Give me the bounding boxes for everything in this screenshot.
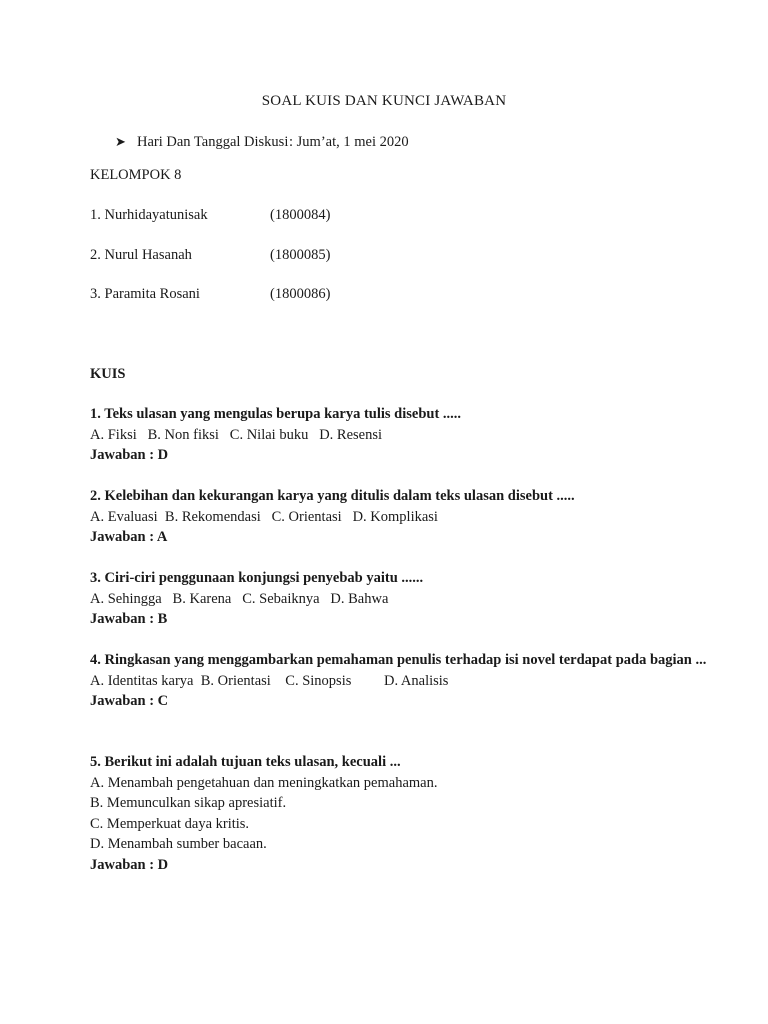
member-name: 2. Nurul Hasanah: [90, 247, 192, 263]
group-name: KELOMPOK 8: [90, 167, 182, 183]
answer-key: Jawaban : C: [90, 693, 169, 709]
member-name: 3. Paramita Rosani: [90, 286, 200, 302]
answer-key: Jawaban : B: [90, 611, 168, 627]
question-text: 1. Teks ulasan yang mengulas berupa karya tulis disebut .....: [90, 406, 462, 422]
question-text: 5. Berikut ini adalah tujuan teks ulasan, kecuali ...: [90, 754, 401, 770]
question-block: [90, 752, 710, 875]
document-title: SOAL KUIS DAN KUNCI JAWABAN: [261, 93, 507, 109]
question-text: 2. Kelebihan dan kekurangan karya yang ditulis dalam teks ulasan disebut .....: [90, 488, 575, 504]
answer-key: Jawaban : D: [90, 856, 169, 873]
date-row: [115, 132, 409, 153]
question-text: 4. Ringkasan yang menggambarkan pemahaman penulis terhadap isi novel terdapat pada bagian ...: [90, 652, 707, 668]
answer-option: C. Memperkuat daya kritis.: [90, 815, 250, 832]
question-text: 3. Ciri-ciri penggunaan konjungsi penyebab yaitu ......: [90, 570, 424, 586]
member-row: [90, 205, 330, 225]
section-heading: KUIS: [90, 366, 126, 382]
answer-key: Jawaban : D: [90, 447, 169, 463]
date-value: : Jum’at, 1 mei 2020: [289, 134, 409, 150]
member-row: [90, 284, 330, 304]
member-id: (1800084): [270, 207, 331, 223]
answer-option: B. Memunculkan sikap apresiatif.: [90, 795, 287, 811]
question-block: [90, 486, 710, 548]
answer-option: A. Menambah pengetahuan dan meningkatkan pemahaman.: [90, 774, 438, 791]
member-row: [90, 245, 330, 265]
question-block: [90, 568, 710, 630]
answer-options: A. Evaluasi B. Rekomendasi C. Orientasi D. Komplikasi: [90, 508, 438, 525]
question-block: [90, 404, 710, 466]
answer-options: A. Fiksi B. Non fiksi C. Nilai buku D. Resensi: [90, 426, 383, 443]
answer-key: Jawaban : A: [90, 529, 168, 545]
date-label: Hari Dan Tanggal Diskusi: [137, 134, 289, 150]
question-block: [90, 650, 710, 712]
arrow-bullet-icon: ➤: [115, 135, 126, 150]
member-name: 1. Nurhidayatunisak: [90, 207, 208, 223]
member-id: (1800086): [270, 286, 331, 302]
answer-options: A. Sehingga B. Karena C. Sebaiknya D. Bahwa: [90, 590, 389, 607]
member-id: (1800085): [270, 247, 331, 263]
answer-options: A. Identitas karya B. Orientasi C. Sinopsis D. Analisis: [90, 672, 449, 689]
answer-option: D. Menambah sumber bacaan.: [90, 836, 267, 852]
